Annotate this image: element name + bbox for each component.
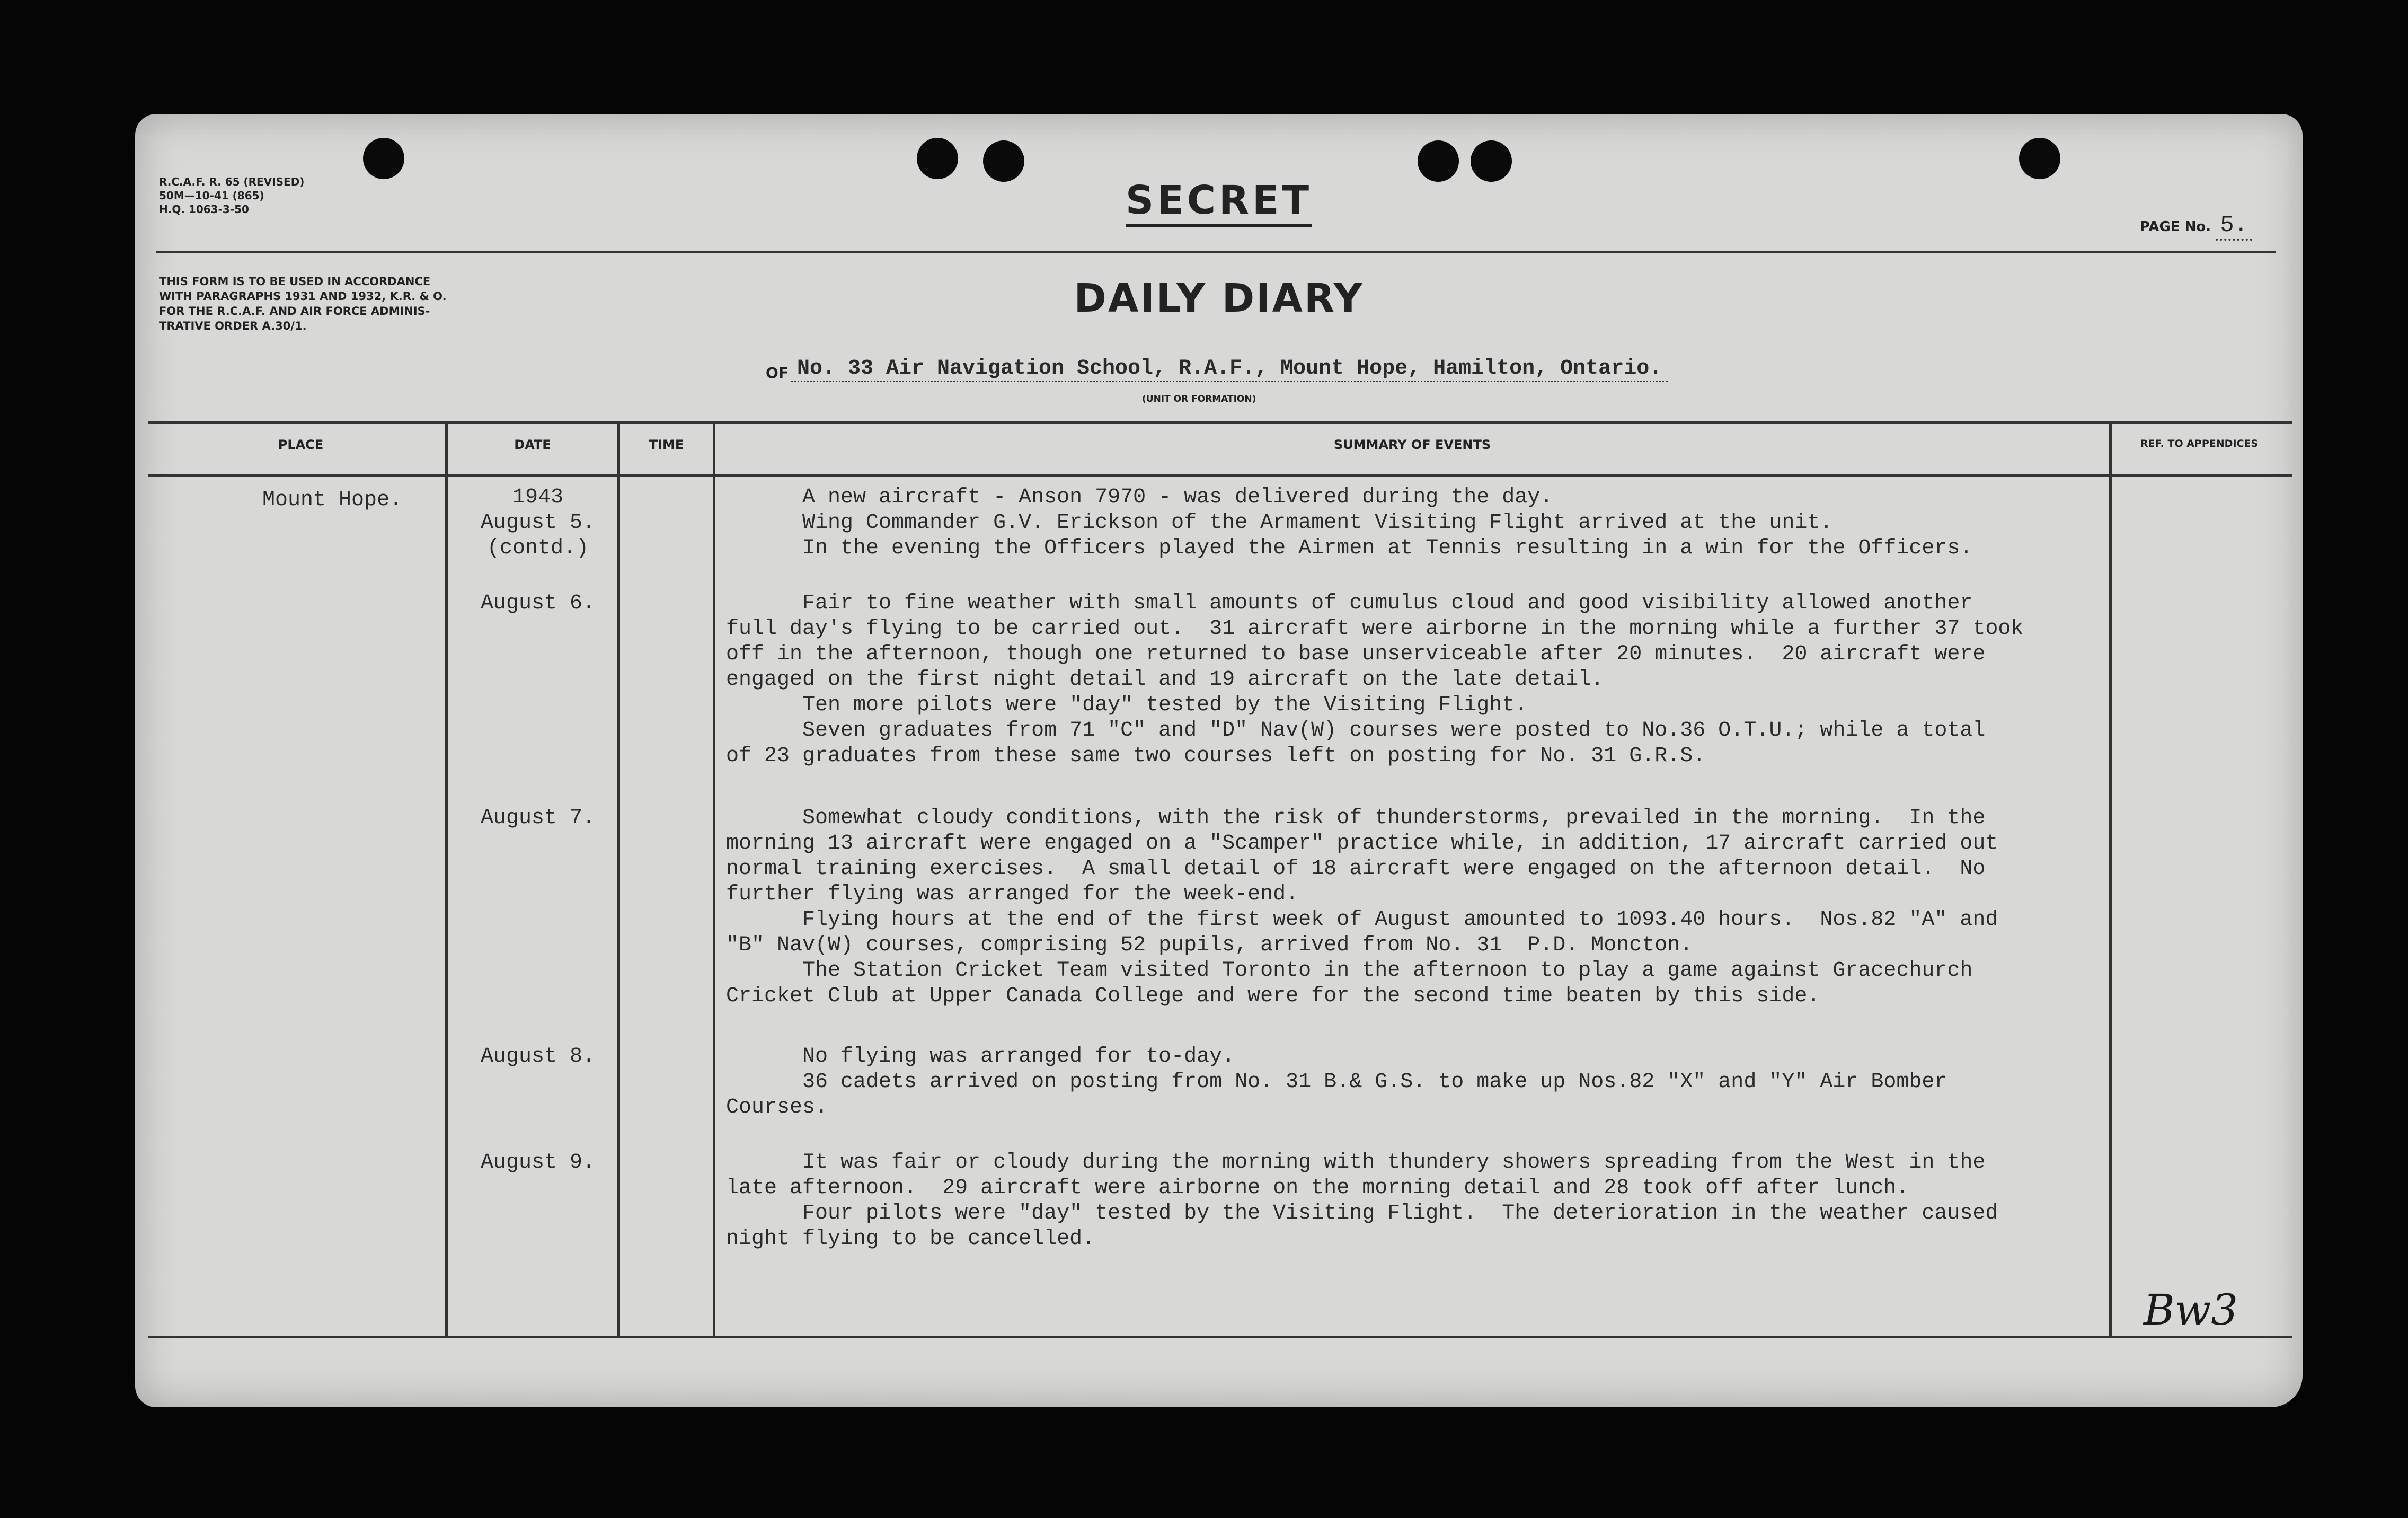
date-line: (contd.) [486,536,589,560]
entry-date [464,591,612,616]
summary-line: A new aircraft - Anson 7970 - was delivered during the day. [726,486,1553,509]
unit-field [766,357,1668,382]
summary-line: full day's flying to be carried out. 31 aircraft were airborne in the morning while a further 37 took [726,617,2024,641]
summary-line: 36 cadets arrived on posting from No. 31 B.& G.S. to make up Nos.82 "X" and "Y" Air Bomber [726,1070,1947,1094]
summary-line: off in the afternoon, though one returned to base unserviceable after 20 minutes. 20 aircraft were [726,642,1986,666]
summary-line: Flying hours at the end of the first week of August amounted to 1093.40 hours. Nos.82 "A" and [726,908,1998,932]
entry-summary [726,591,2023,769]
date-line: 1943 [512,486,563,509]
summary-line: Courses. [726,1096,828,1119]
punch-hole [363,138,404,179]
form-id-line: H.Q. 1063-3-50 [159,203,249,216]
of-label: OF [766,364,789,382]
notice-line: WITH PARAGRAPHS 1931 AND 1932, K.R. & O. [159,290,447,303]
punch-hole [983,140,1024,182]
summary-line: The Station Cricket Team visited Toronto in the afternoon to play a game against Gracechurch [726,959,1973,983]
date-line: August 7. [480,806,596,830]
form-title: DAILY DIARY [1074,276,1364,321]
place-value: Mount Hope. [262,488,403,512]
summary-line: engaged on the first night detail and 19 aircraft on the late detail. [726,668,1604,692]
page-number: 5. [2216,212,2252,241]
unit-caption: (UNIT OR FORMATION) [1142,394,1256,404]
entry-summary [726,1044,1947,1120]
entry-summary [726,485,1972,561]
summary-line: Somewhat cloudy conditions, with the risk of thunderstorms, prevailed in the morning. In the [726,806,1986,830]
summary-line: further flying was arranged for the week-end. [726,882,1299,906]
column-header-time: TIME [649,437,684,452]
entry-summary [726,1150,1998,1252]
punch-hole [917,138,958,179]
page-number-field [2140,212,2252,239]
column-header-date: DATE [514,437,551,452]
table-top-border [148,421,2292,424]
date-line: August 5. [480,511,596,535]
handwritten-initials: Bw3 [2144,1285,2238,1335]
page-label: PAGE No. [2139,219,2211,235]
unit-name: No. 33 Air Navigation School, R.A.F., Mount Hope, Hamilton, Ontario. [791,357,1668,382]
divider [156,251,2276,253]
summary-line: Four pilots were "day" tested by the Visiting Flight. The deterioration in the weather caused [726,1202,1998,1225]
table-header-border [148,474,2292,477]
summary-line: Fair to fine weather with small amounts of cumulus cloud and good visibility allowed another [726,592,1973,615]
secret-label: SECRET [1126,178,1312,227]
summary-line: normal training exercises. A small detail of 18 aircraft were engaged on the afternoon detail. No [726,857,1986,881]
table-bottom-border [148,1336,2292,1338]
entry-date [464,1044,612,1070]
notice-line: TRATIVE ORDER A.30/1. [159,320,307,332]
diary-form [135,114,2303,1407]
column-header-place: PLACE [278,437,324,452]
column-divider [617,421,620,1337]
column-header-summary: SUMMARY OF EVENTS [1333,437,1491,452]
form-id-line: 50M—10-41 (865) [159,189,264,202]
summary-line: night flying to be cancelled. [726,1227,1095,1251]
entry-date [464,806,612,831]
entry-date [464,485,612,561]
summary-line: It was fair or cloudy during the morning with thundery showers spreading from the West in the [726,1151,1986,1175]
punch-hole [2019,138,2060,179]
punch-hole [1418,140,1459,182]
date-line: August 9. [480,1151,596,1175]
column-divider [2109,421,2112,1337]
column-divider [713,421,715,1337]
summary-line: In the evening the Officers played the Airmen at Tennis resulting in a win for the Officers. [726,536,1973,560]
date-line: August 6. [480,592,596,615]
summary-line: Seven graduates from 71 "C" and "D" Nav(W) courses were posted to No.36 O.T.U.; while a total [726,719,1986,743]
column-header-appendices: REF. TO APPENDICES [2140,438,2259,449]
summary-line: of 23 graduates from these same two courses left on posting for No. 31 G.R.S. [726,744,1706,768]
date-line: August 8. [480,1045,596,1069]
column-divider [445,421,448,1337]
security-classification [135,178,2303,223]
entry-date [464,1150,612,1176]
punch-hole [1471,140,1512,182]
summary-line: Cricket Club at Upper Canada College and were for the second time beaten by this side. [726,984,1820,1008]
notice-line: FOR THE R.C.A.F. AND AIR FORCE ADMINIS- [159,305,430,317]
form-id-line: R.C.A.F. R. 65 (REVISED) [159,175,305,188]
summary-line: Wing Commander G.V. Erickson of the Armament Visiting Flight arrived at the unit. [726,511,1833,535]
summary-line: Ten more pilots were "day" tested by the Visiting Flight. [726,693,1528,717]
summary-line: late afternoon. 29 aircraft were airborne on the morning detail and 28 took off after lunch. [726,1176,1909,1200]
notice-line: THIS FORM IS TO BE USED IN ACCORDANCE [159,275,431,288]
summary-line: "B" Nav(W) courses, comprising 52 pupils, arrived from No. 31 P.D. Moncton. [726,933,1693,957]
summary-line: No flying was arranged for to-day. [726,1045,1235,1069]
entry-summary [726,806,1998,1009]
summary-line: morning 13 aircraft were engaged on a "Scamper" practice while, in addition, 17 aircraft carried out [726,832,1998,855]
